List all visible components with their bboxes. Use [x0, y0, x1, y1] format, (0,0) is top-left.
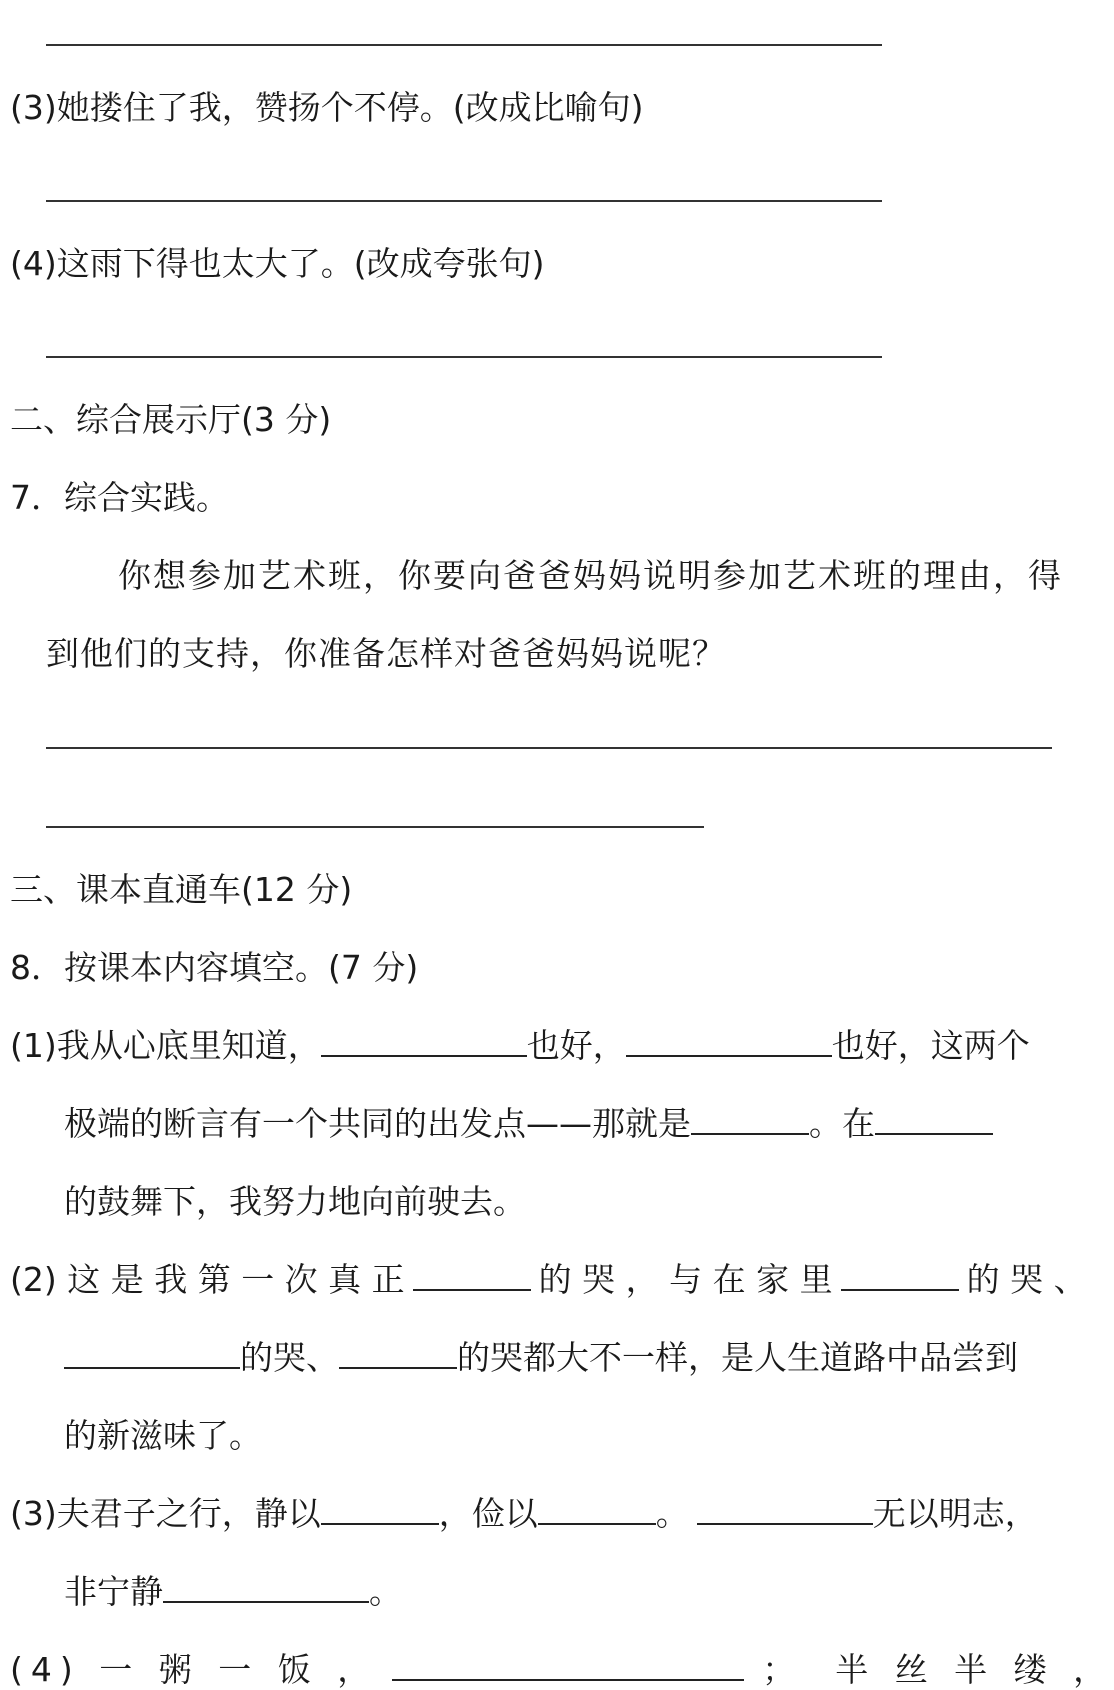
q8-2-text-b: 的 哭 ， 与 在 家 里: [538, 1260, 833, 1299]
question-8-3-line2: [64, 1572, 402, 1612]
q8-1-text-d: 极端的断言有一个共同的出发点——那就是: [64, 1104, 691, 1143]
q8-1-text-a: (1)我从心底里知道，: [10, 1026, 321, 1065]
answer-line[interactable]: [46, 747, 1052, 749]
section-3-heading: 三、课本直通车(12 分): [10, 870, 353, 909]
q8-4-text-c: 半 丝 半 缕 ，: [835, 1650, 1114, 1689]
fill-blank[interactable]: [626, 1029, 832, 1057]
question-3-prompt: (3)她搂住了我，赞扬个不停。(改成比喻句): [10, 88, 644, 127]
answer-line[interactable]: [46, 44, 882, 46]
answer-line[interactable]: [46, 826, 704, 828]
question-8-3-line1: [10, 1494, 1038, 1534]
q8-3-text-b: ，俭以: [438, 1494, 538, 1533]
q8-2-text-a: (2) 这 是 我 第 一 次 真 正: [10, 1260, 405, 1299]
question-7-title: 7．综合实践。: [10, 478, 229, 517]
q8-1-text-e: 。在: [809, 1104, 875, 1143]
q8-4-text-a: (4) 一 粥 一 饭 ，: [10, 1650, 379, 1689]
question-4-prompt: (4)这雨下得也太大了。(改成夸张句): [10, 244, 545, 283]
q8-1-text-b: 也好，: [526, 1026, 626, 1065]
q8-3-text-f: 。: [369, 1572, 402, 1611]
question-8-title: 8．按课本内容填空。(7 分): [10, 948, 419, 987]
section-2-heading: 二、综合展示厅(3 分): [10, 400, 332, 439]
fill-blank[interactable]: [321, 1029, 527, 1057]
fill-blank[interactable]: [841, 1263, 959, 1291]
question-8-4-line1: [10, 1650, 1114, 1690]
fill-blank[interactable]: [538, 1497, 656, 1525]
q8-3-text-d: 无以明志，: [872, 1494, 1038, 1533]
fill-blank[interactable]: [875, 1107, 993, 1135]
fill-blank[interactable]: [339, 1341, 457, 1369]
fill-blank[interactable]: [64, 1341, 240, 1369]
fill-blank[interactable]: [691, 1107, 809, 1135]
question-8-2-line1: [10, 1260, 1087, 1300]
question-8-2-line2: [64, 1338, 1018, 1378]
fill-blank[interactable]: [321, 1497, 439, 1525]
q8-4-text-b: ；: [762, 1650, 796, 1689]
fill-blank[interactable]: [413, 1263, 531, 1291]
q8-2-text-e: 的哭都大不一样，是人生道路中品尝到: [457, 1338, 1018, 1377]
answer-line[interactable]: [46, 356, 882, 358]
question-8-1-line3: 的鼓舞下，我努力地向前驶去。: [64, 1182, 526, 1221]
q8-2-text-d: 的哭、: [240, 1338, 339, 1377]
question-8-1-line2: [64, 1104, 993, 1144]
q8-3-text-c: 。: [655, 1494, 689, 1533]
q8-3-text-a: (3)夫君子之行，静以: [10, 1494, 321, 1533]
fill-blank[interactable]: [392, 1653, 744, 1681]
q8-2-text-c: 的 哭 、: [966, 1260, 1087, 1299]
question-8-2-line3: 的新滋味了。: [64, 1416, 262, 1455]
question-7-text-line2: 到他们的支持，你准备怎样对爸爸妈妈说呢？: [46, 634, 726, 673]
question-7-text-line1: 你想参加艺术班，你要向爸爸妈妈说明参加艺术班的理由，得: [118, 556, 1063, 595]
fill-blank[interactable]: [697, 1497, 873, 1525]
answer-line[interactable]: [46, 200, 882, 202]
q8-1-text-c: 也好，这两个: [831, 1026, 1030, 1065]
fill-blank[interactable]: [163, 1575, 369, 1603]
q8-3-text-e: 非宁静: [64, 1572, 163, 1611]
question-8-1-line1: [10, 1026, 1030, 1066]
